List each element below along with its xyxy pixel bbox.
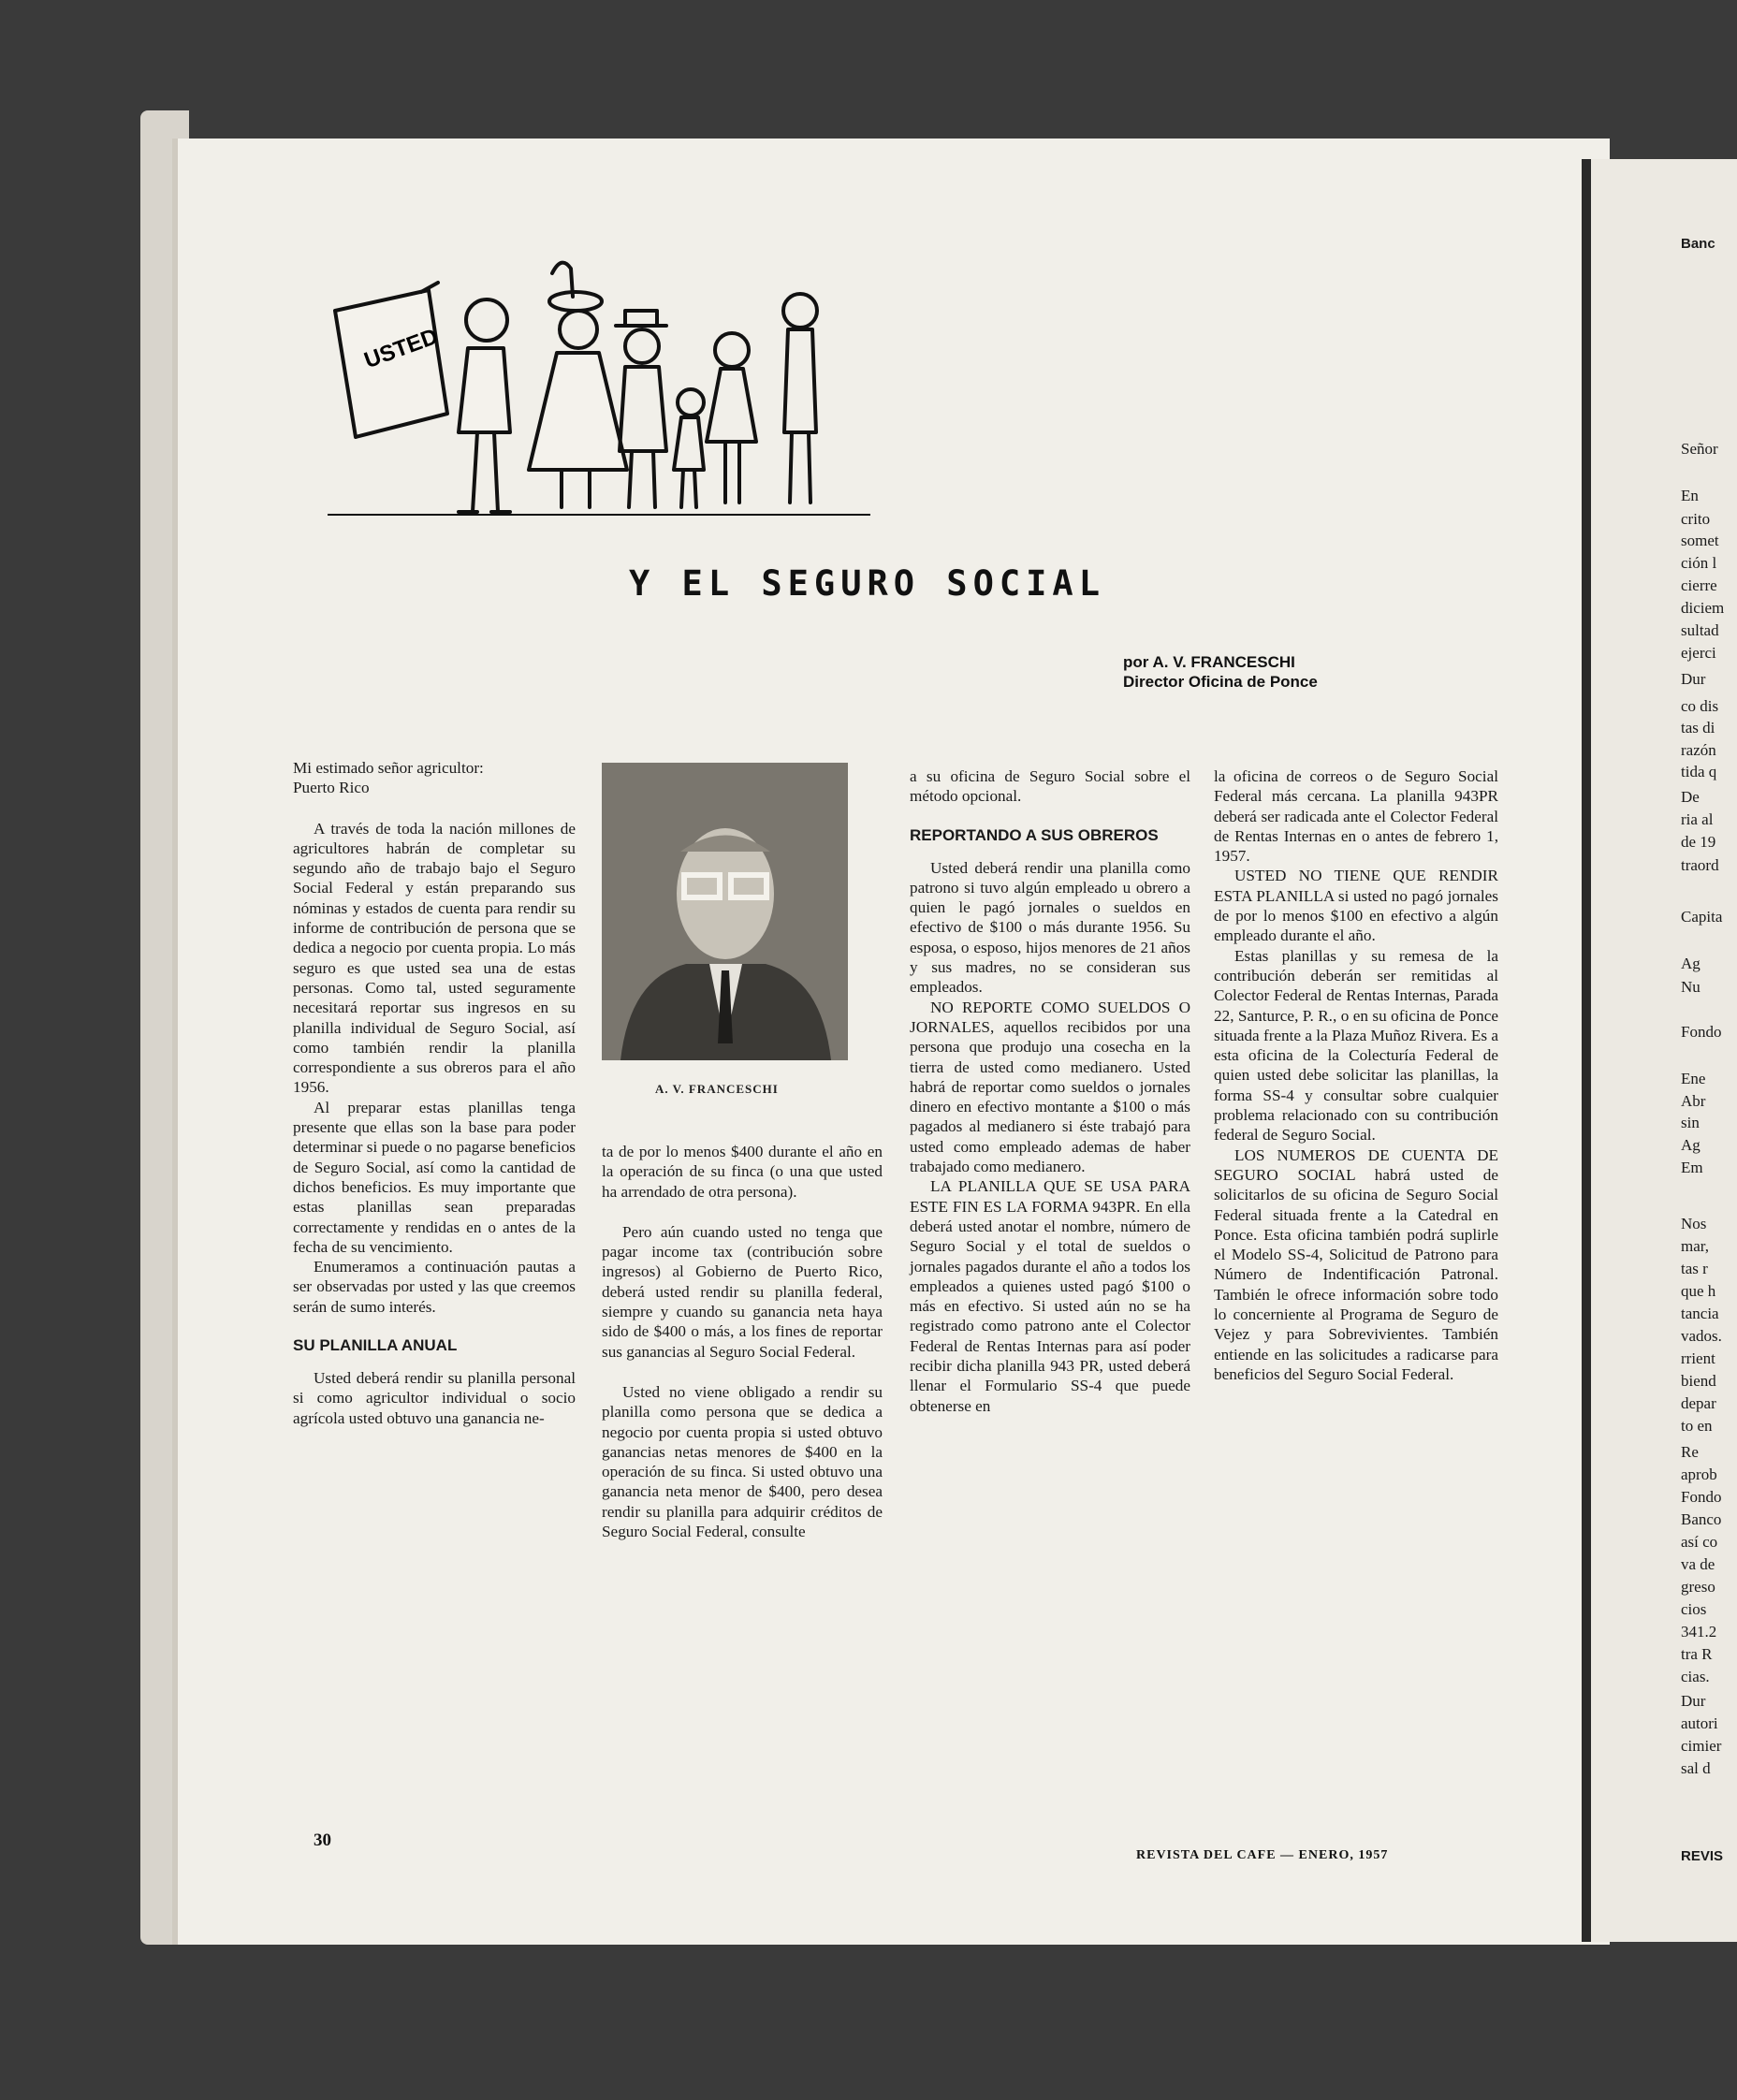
facing-page-fragment: sultad xyxy=(1681,621,1719,639)
facing-page-fragment: cios xyxy=(1681,1600,1707,1618)
paragraph: Estas planillas y su remesa de la contribución deberán ser remitidas al Colector Federal de Rentas Internas, Parada 22, Santurce, P. R., o en su oficina de Ponce situada frente a la Plaza Muñoz Rivera. Es a esta oficina de la Colecturía Federal de quien usted debe solicitar las planillas, la forma SS-4 y consultar sobre cualquier problema relacionado con su contribución federal de Seguro Social. xyxy=(1214,946,1499,1145)
facing-page-fragment: Banc xyxy=(1681,236,1715,252)
sign-text: USTED xyxy=(360,323,442,374)
facing-page-fragment: tida q xyxy=(1681,763,1717,780)
paragraph: USTED NO TIENE QUE RENDIR ESTA PLANILLA si usted no pagó jornales de por lo menos $100 en efectivo a algún empleado durante el año. xyxy=(1214,867,1498,945)
facing-page-fragment: to en xyxy=(1681,1417,1713,1435)
facing-page-fragment: autori xyxy=(1681,1714,1718,1732)
paragraph: Enumeramos a continuación pautas a ser observadas por usted y las que creemos serán de sumo interés. xyxy=(293,1258,576,1316)
cartoon-illustration xyxy=(328,245,870,518)
facing-page-fragment: De xyxy=(1681,788,1700,806)
facing-page-fragment: Nu xyxy=(1681,978,1701,996)
facing-page-fragment: Ag xyxy=(1681,1136,1701,1154)
facing-page-fragment: Señor xyxy=(1681,440,1718,458)
facing-page-fragment: Ag xyxy=(1681,955,1701,972)
facing-page-fragment: En xyxy=(1681,487,1699,504)
facing-page-fragment: diciem xyxy=(1681,599,1725,617)
facing-page-fragment: greso xyxy=(1681,1578,1715,1596)
facing-page-fragment: tra R xyxy=(1681,1645,1713,1663)
column-3 xyxy=(910,766,1190,1416)
page-number: 30 xyxy=(314,1830,331,1850)
facing-page-fragment: traord xyxy=(1681,856,1719,874)
facing-page-fragment: biend xyxy=(1681,1372,1716,1390)
facing-page-fragment: Fondo xyxy=(1681,1023,1722,1041)
page-footer: REVISTA DEL CAFE — ENERO, 1957 xyxy=(1136,1848,1389,1862)
facing-page-fragment: rrient xyxy=(1681,1349,1715,1367)
section-heading: SU PLANILLA ANUAL xyxy=(293,1336,458,1355)
salutation: Mi estimado señor agricultor: xyxy=(293,759,484,777)
salutation-location: Puerto Rico xyxy=(293,779,370,797)
facing-page-fragment: que h xyxy=(1681,1282,1716,1300)
photo-caption: A. V. FRANCESCHI xyxy=(655,1082,779,1096)
facing-page-fragment: co dis xyxy=(1681,697,1719,715)
facing-page-fragment: ria al xyxy=(1681,810,1714,828)
facing-page-fragment: ción l xyxy=(1681,554,1717,572)
facing-page-fragment: Ene xyxy=(1681,1070,1706,1087)
paragraph: Usted deberá rendir una planilla como patrono si tuvo algún empleado u obrero a quien le pagó jornales o sueldos en efectivo de $100 o más durante 1956. Su esposa, o esposo, hijos menores de 21 años y sus madres, no se consideran sus empleados. xyxy=(910,858,1190,997)
author-photo xyxy=(602,763,848,1060)
facing-page-fragment: depar xyxy=(1681,1394,1716,1412)
facing-page-fragment: Dur xyxy=(1681,670,1706,688)
facing-page-fragment: así co xyxy=(1681,1533,1718,1551)
facing-page-fragment: aprob xyxy=(1681,1466,1717,1483)
facing-page-fragment: Abr xyxy=(1681,1092,1706,1110)
facing-page-fragment: 341.2 xyxy=(1681,1623,1717,1641)
facing-page-fragment: Dur xyxy=(1681,1692,1706,1710)
facing-page-fragment: REVIS xyxy=(1681,1848,1724,1864)
paragraph: la oficina de correos o de Seguro Social Federal más cercana. La planilla 943PR deberá ser radicada ante el Colector Federal de Rentas Internas en o antes de febrero 1, 1957. xyxy=(1214,767,1498,866)
facing-page-fragment: de 19 xyxy=(1681,833,1716,851)
facing-page-fragment: Fondo xyxy=(1681,1488,1722,1506)
facing-page-fragment: cierre xyxy=(1681,576,1717,594)
byline-author: por A. V. FRANCESCHI xyxy=(1123,653,1295,671)
paragraph: Usted no viene obligado a rendir su planilla como persona que se dedica a negocio por cuenta propia si usted obtuvo ganancias netas menores de $400 en la operación de su finca. Si usted obtuvo una ganancia neta menor de $400, pero desea rendir su planilla para adquirir créditos de Seguro Social Federal, consulte xyxy=(602,1382,883,1541)
facing-page-fragment: Banco xyxy=(1681,1510,1722,1528)
column-1 xyxy=(293,758,576,1428)
paragraph: Pero aún cuando usted no tenga que pagar income tax (contribución sobre ingresos) al Gobierno de Puerto Rico, deberá usted rendir su planilla federal, siempre y cuando su ganancia neta haya sido de $400 o más, a los fines de reportar sus ganancias al Seguro Social Federal. xyxy=(602,1222,883,1361)
facing-page-fragment: va de xyxy=(1681,1555,1715,1573)
facing-page-fragment: Re xyxy=(1681,1443,1699,1461)
article-headline: Y EL SEGURO SOCIAL xyxy=(629,563,1105,604)
facing-page-fragment: Em xyxy=(1681,1159,1703,1176)
paragraph: LA PLANILLA QUE SE USA PARA ESTE FIN ES LA FORMA 943PR. En ella deberá usted anotar el nombre, número de Seguro Social y el total de sueldos o jornales pagados durante el año a todos los empleados a quienes usted pagó $100 o más en efectivo. Si usted aún no se ha registrado como patrono ante el Colector Federal de Rentas Internas para así poder recibir dicha planilla 943 PR, usted deberá llenar el Formulario SS-4 que puede obtenerse en xyxy=(910,1177,1190,1415)
byline-title: Director Oficina de Ponce xyxy=(1123,673,1318,691)
facing-page-fragment: ejerci xyxy=(1681,644,1716,662)
paragraph: Al preparar estas planillas tenga presente que ellas son la base para poder determinar si puede o no pagarse beneficios de Seguro Social, así como la cantidad de dichos beneficios. Es muy importante que estas planillas sean preparadas correctamente y rendidas en o antes de la fecha de su vencimiento. xyxy=(293,1098,576,1256)
facing-page-fragment: vados. xyxy=(1681,1327,1722,1345)
column-4 xyxy=(1214,766,1498,1384)
paragraph: ta de por lo menos $400 durante el año en la operación de su finca (o una que usted ha arrendado de otra persona). xyxy=(602,1143,883,1201)
facing-page-fragment: tas r xyxy=(1681,1260,1708,1277)
section-heading: REPORTANDO A SUS OBREROS xyxy=(910,825,1159,844)
facing-page-fragment: Capita xyxy=(1681,908,1723,926)
paragraph: LOS NUMEROS DE CUENTA DE SEGURO SOCIAL habrá usted de solicitarlos de su oficina de Seguro Social Federal situada frente a la Catedral en Ponce. Esta oficina también podrá suplirle el Modelo SS-4, Solicitud de Patrono para Número de Indentificación Patronal. También le ofrece información sobre todo lo concerniente al Programa de Seguro de Vejez y para Sobrevivientes. También entiende en las solicitudes a radicarse para beneficios del Seguro Social Federal. xyxy=(1214,1145,1498,1383)
facing-page-fragment: tancia xyxy=(1681,1305,1719,1322)
facing-page-fragment: sin xyxy=(1681,1114,1700,1131)
facing-page-fragment: cimier xyxy=(1681,1737,1722,1755)
facing-page-fragment: sal d xyxy=(1681,1759,1711,1777)
facing-page-fragment: mar, xyxy=(1681,1237,1709,1255)
column-2 xyxy=(602,1142,883,1541)
byline xyxy=(1123,652,1318,692)
facing-page-fragment: crito xyxy=(1681,510,1711,528)
facing-page-fragment: tas di xyxy=(1681,719,1715,736)
facing-page-fragment: cias. xyxy=(1681,1668,1710,1685)
paragraph: Usted deberá rendir su planilla personal si como agricultor individual o socio agrícola usted obtuvo una ganancia ne- xyxy=(293,1369,576,1427)
facing-page-fragment: razón xyxy=(1681,741,1716,759)
paragraph: A través de toda la nación millones de agricultores habrán de completar su segundo año de trabajo bajo el Seguro Social Federal y están preparando sus nóminas y estados de cuenta para rendir su informe de contribución de persona que se dedica a negocio por cuenta propia. Lo más seguro es que usted sea una de estas personas. Como tal, usted seguramente necesitará reportar sus ingresos en su planilla individual de Seguro Social, así como también rendir la planilla correspondiente a sus obreros para el año 1956. xyxy=(293,819,576,1097)
facing-page-fragment: Nos xyxy=(1681,1215,1707,1232)
facing-page-fragment: somet xyxy=(1681,532,1719,549)
paragraph: a su oficina de Seguro Social sobre el método opcional. xyxy=(910,767,1190,806)
paragraph: NO REPORTE COMO SUELDOS O JORNALES, aquellos recibidos por una persona que produjo una cosecha en la tierra de usted como medianero. Usted habrá de reportar como sueldos o jornales dinero en efectivo montante a $100 o más pagados al medianero si éste trabajó para usted como empleado ademas de haber trabajado como medianero. xyxy=(910,998,1190,1176)
